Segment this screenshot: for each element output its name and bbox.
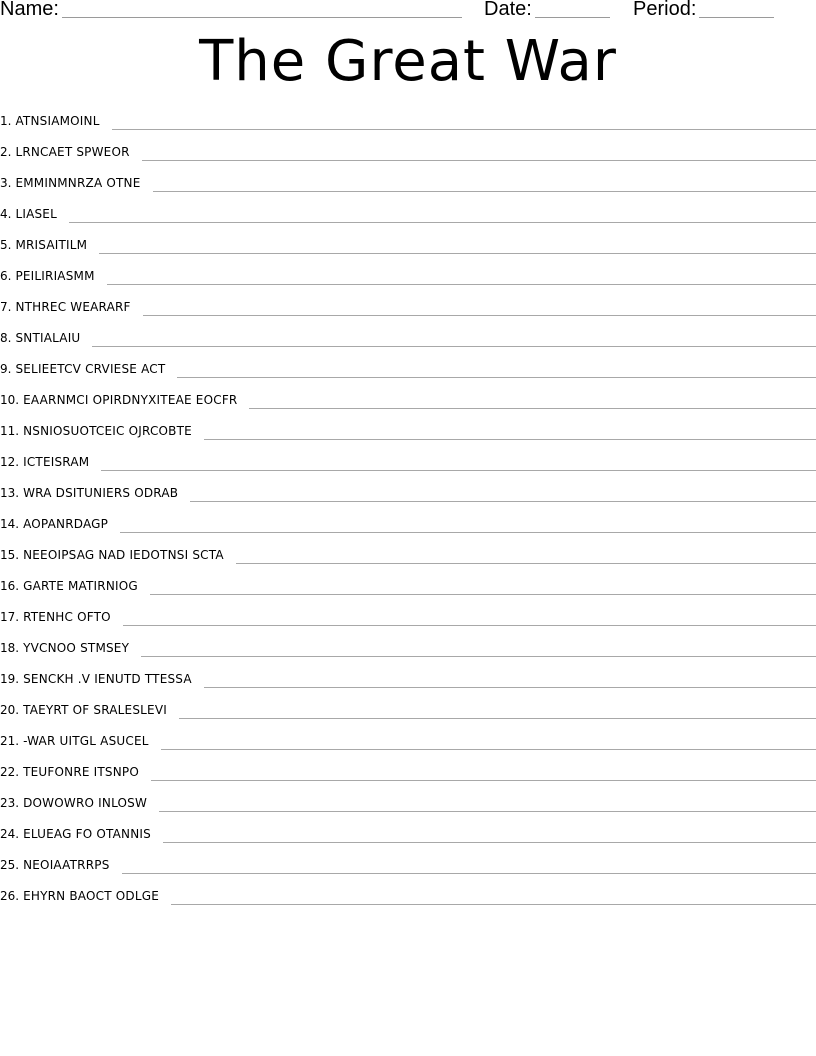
answer-line[interactable]	[141, 656, 816, 657]
list-item	[0, 730, 816, 761]
item-number: 22.	[0, 765, 20, 779]
answer-line[interactable]	[204, 687, 816, 688]
answer-line[interactable]	[151, 780, 816, 781]
scrambled-word: NEOIAATRRPS	[23, 858, 110, 872]
item-number: 10.	[0, 393, 20, 407]
scramble-list	[0, 110, 816, 916]
answer-line[interactable]	[99, 253, 816, 254]
list-item	[0, 482, 816, 513]
name-label: Name:	[0, 0, 59, 20]
list-item	[0, 761, 816, 792]
item-number: 11.	[0, 424, 20, 438]
worksheet-header	[0, 0, 816, 24]
scrambled-word: NSNIOSUOTCEIC OJRCOBTE	[23, 424, 192, 438]
scrambled-word: TAEYRT OF SRALESLEVI	[23, 703, 167, 717]
name-field[interactable]	[62, 17, 462, 18]
list-item	[0, 358, 816, 389]
item-number: 21.	[0, 734, 20, 748]
answer-line[interactable]	[143, 315, 816, 316]
list-item	[0, 234, 816, 265]
item-number: 14.	[0, 517, 20, 531]
scrambled-word: -WAR UITGL ASUCEL	[23, 734, 149, 748]
item-number: 5.	[0, 238, 12, 252]
scrambled-word: NTHREC WEARARF	[15, 300, 131, 314]
item-number: 1.	[0, 114, 12, 128]
item-number: 24.	[0, 827, 20, 841]
answer-line[interactable]	[92, 346, 816, 347]
list-item	[0, 668, 816, 699]
period-field[interactable]	[699, 17, 774, 18]
scrambled-word: SELIEETCV CRVIESE ACT	[15, 362, 166, 376]
list-item	[0, 203, 816, 234]
item-number: 4.	[0, 207, 12, 221]
item-number: 23.	[0, 796, 20, 810]
scrambled-word: EAARNMCI OPIRDNYXITEAE EOCFR	[23, 393, 238, 407]
list-item	[0, 606, 816, 637]
item-number: 20.	[0, 703, 20, 717]
scrambled-word: EHYRN BAOCT ODLGE	[23, 889, 160, 903]
list-item	[0, 575, 816, 606]
answer-line[interactable]	[69, 222, 816, 223]
answer-line[interactable]	[159, 811, 816, 812]
date-field[interactable]	[535, 17, 610, 18]
scrambled-word: LIASEL	[15, 207, 57, 221]
scrambled-word: ICTEISRAM	[23, 455, 90, 469]
item-number: 3.	[0, 176, 12, 190]
answer-line[interactable]	[179, 718, 816, 719]
scrambled-word: ATNSIAMOINL	[15, 114, 100, 128]
list-item	[0, 172, 816, 203]
list-item	[0, 885, 816, 916]
list-item	[0, 296, 816, 327]
answer-line[interactable]	[150, 594, 816, 595]
period-label: Period:	[633, 0, 697, 20]
scrambled-word: SENCKH .V IENUTD TTESSA	[23, 672, 192, 686]
answer-line[interactable]	[236, 563, 816, 564]
list-item	[0, 327, 816, 358]
scrambled-word: PEILIRIASMM	[15, 269, 95, 283]
item-number: 13.	[0, 486, 20, 500]
list-item	[0, 637, 816, 668]
answer-line[interactable]	[122, 873, 816, 874]
answer-line[interactable]	[153, 191, 816, 192]
scrambled-word: RTENHC OFTO	[23, 610, 111, 624]
answer-line[interactable]	[161, 749, 816, 750]
list-item	[0, 389, 816, 420]
list-item	[0, 265, 816, 296]
answer-line[interactable]	[142, 160, 816, 161]
answer-line[interactable]	[107, 284, 816, 285]
answer-line[interactable]	[163, 842, 816, 843]
scrambled-word: ELUEAG FO OTANNIS	[23, 827, 151, 841]
scrambled-word: GARTE MATIRNIOG	[23, 579, 138, 593]
item-number: 19.	[0, 672, 20, 686]
item-number: 12.	[0, 455, 20, 469]
scrambled-word: MRISAITILM	[15, 238, 88, 252]
scrambled-word: YVCNOO STMSEY	[23, 641, 130, 655]
list-item	[0, 451, 816, 482]
list-item	[0, 699, 816, 730]
scrambled-word: SNTIALAIU	[15, 331, 81, 345]
date-label: Date:	[484, 0, 532, 20]
page-title: The Great War	[199, 29, 617, 94]
answer-line[interactable]	[112, 129, 816, 130]
item-number: 15.	[0, 548, 20, 562]
scrambled-word: AOPANRDAGP	[23, 517, 109, 531]
item-number: 2.	[0, 145, 12, 159]
list-item	[0, 544, 816, 575]
item-number: 17.	[0, 610, 20, 624]
item-number: 26.	[0, 889, 20, 903]
scrambled-word: WRA DSITUNIERS ODRAB	[23, 486, 179, 500]
answer-line[interactable]	[101, 470, 816, 471]
answer-line[interactable]	[249, 408, 816, 409]
item-number: 9.	[0, 362, 12, 376]
answer-line[interactable]	[120, 532, 816, 533]
answer-line[interactable]	[204, 439, 816, 440]
answer-line[interactable]	[123, 625, 816, 626]
scrambled-word: EMMINMNRZA OTNE	[15, 176, 141, 190]
answer-line[interactable]	[190, 501, 816, 502]
scrambled-word: TEUFONRE ITSNPO	[23, 765, 139, 779]
scrambled-word: LRNCAET SPWEOR	[15, 145, 130, 159]
list-item	[0, 513, 816, 544]
item-number: 8.	[0, 331, 12, 345]
answer-line[interactable]	[171, 904, 816, 905]
list-item	[0, 420, 816, 451]
scrambled-word: DOWOWRO INLOSW	[23, 796, 148, 810]
list-item	[0, 854, 816, 885]
item-number: 7.	[0, 300, 12, 314]
item-number: 25.	[0, 858, 20, 872]
list-item	[0, 110, 816, 141]
item-number: 18.	[0, 641, 20, 655]
answer-line[interactable]	[177, 377, 816, 378]
list-item	[0, 141, 816, 172]
item-number: 16.	[0, 579, 20, 593]
list-item	[0, 792, 816, 823]
item-number: 6.	[0, 269, 12, 283]
list-item	[0, 823, 816, 854]
scrambled-word: NEEOIPSAG NAD IEDOTNSI SCTA	[23, 548, 224, 562]
